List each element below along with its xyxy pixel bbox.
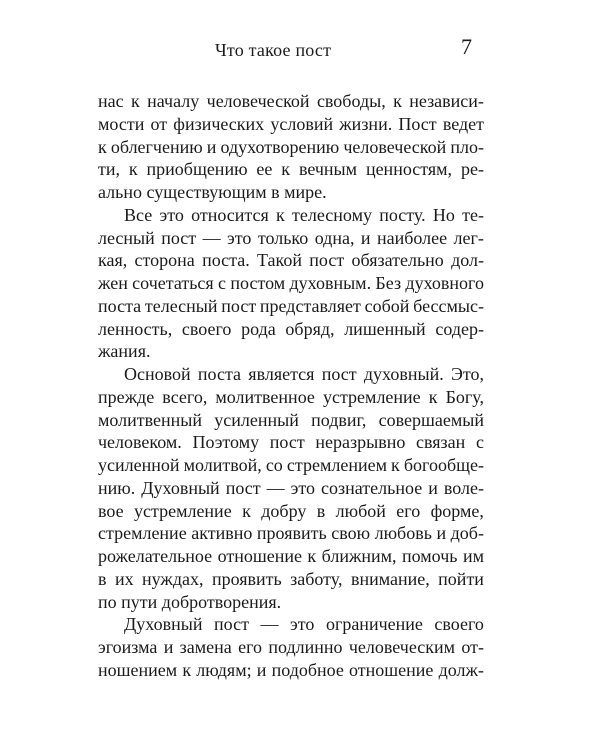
text-line: эгоизма и замена его подлинно человеческим от- — [98, 637, 484, 657]
text-line: в их нуждах, проявить заботу, внимание, пойти — [98, 568, 484, 589]
text-line: по пути добротворения. — [98, 591, 282, 612]
text-line: рожелательное отношение к ближним, помочь им — [98, 546, 484, 566]
running-head-title: Что такое пост — [215, 40, 332, 60]
text-line: прежде всего, молитвенное устремление к Богу, — [98, 386, 484, 407]
text-line: мости от физических условий жизни. Пост ведет — [98, 113, 484, 134]
text-line: жен сочетаться с постом духовным. Без духовного — [98, 273, 484, 293]
text-line: жания. — [98, 341, 151, 362]
text-line: ально существующим в мире. — [98, 182, 327, 202]
text-line: вое устремление к добру в любой его форме, — [98, 500, 484, 521]
page-number: 7 — [461, 34, 472, 59]
text-line: Основой поста является пост духовный. Это, — [124, 364, 484, 384]
text-line: нию. Духовный пост — это сознательное и воле- — [98, 477, 484, 498]
text-line: нас к началу человеческой свободы, к независи- — [98, 91, 484, 111]
text-line: кая, сторона поста. Такой пост обязательно дол- — [98, 250, 484, 271]
text-line: усиленной молитвой, со стремлением к богообще- — [98, 455, 484, 475]
text-line: к облегчению и одухотворению человеческой пло- — [98, 136, 484, 157]
text-line: стремление активно проявить свою любовь и доб- — [98, 523, 484, 544]
text-line: поста телесный пост представляет собой бессмыс- — [98, 295, 484, 316]
text-line: ти, к приобщению ее к вечным ценностям, ре- — [98, 159, 484, 180]
text-line: ношением к людям; и подобное отношение долж- — [98, 659, 484, 680]
text-line: ленность, своего рода обряд, лишенный содер- — [98, 318, 484, 339]
text-line: Все это относится к телесному посту. Но те- — [124, 204, 484, 225]
text-line: молитвенный усиленный подвиг, совершаемый — [98, 409, 484, 430]
body-text — [98, 90, 484, 682]
text-line: лесный пост — это только одна, и наиболее лег- — [98, 227, 484, 248]
text-line: Духовный пост — это ограничение своего — [124, 614, 484, 635]
text-line: человеком. Поэтому пост неразрывно связан с — [98, 432, 484, 453]
